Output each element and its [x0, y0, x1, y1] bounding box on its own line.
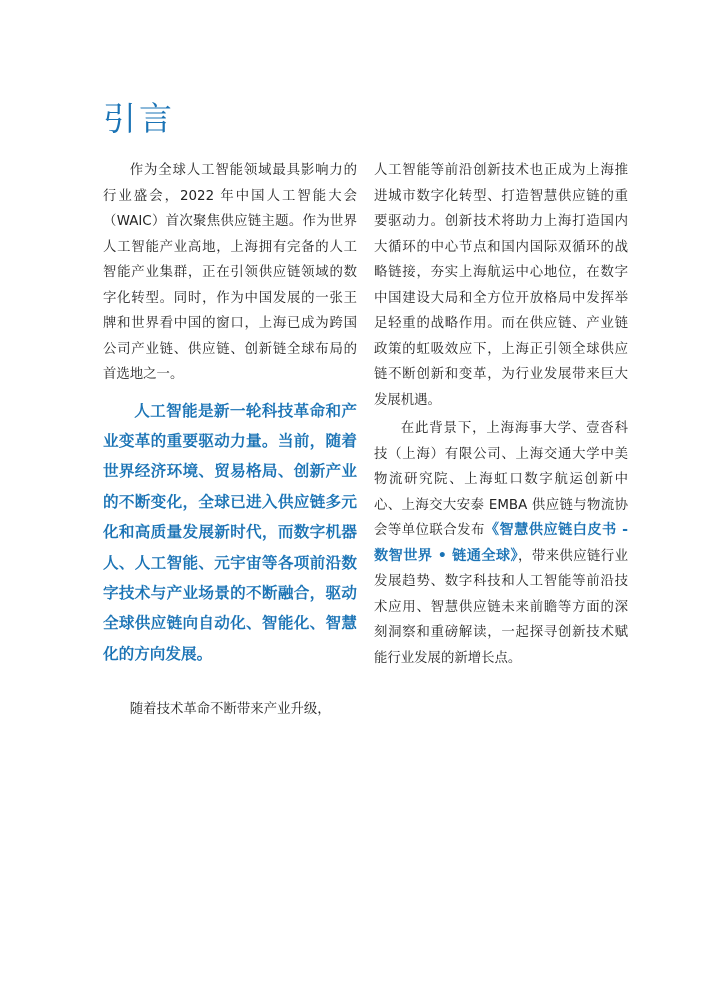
- highlight-paragraph: 人工智能是新一轮科技革命和产业变革的重要驱动力量。当前，随着世界经济环境、贸易格局、创新产业的不断变化，全球已进入供应链多元化和高质量发展新时代，而数字机器人、人工智能、元宇宙等各项前沿数字技术与产业场景的不断融合，驱动全球供应链向自动化、智能化、智慧化的方向发展。: [103, 401, 357, 663]
- background-text-before: 在此背景下，上海海事大学、壹沓科技（上海）有限公司、上海交通大学中美物流研究院、上海虹口数字航运创新中心、上海交大安泰 EMBA 供应链与物流协会等单位联合发布: [374, 421, 628, 538]
- page-title: 引言: [103, 99, 175, 138]
- technology-paragraph-start: 随着技术革命不断带来产业升级，: [129, 702, 331, 718]
- background-paragraph: [374, 416, 628, 671]
- intro-paragraph: 作为全球人工智能领域最具影响力的行业盛会，2022 年中国人工智能大会（WAIC）首次聚焦供应链主题。作为世界人工智能产业高地，上海拥有完备的人工智能产业集群，正在引领供应链领域的数字化转型。同时，作为中国发展的一张王牌和世界看中国的窗口，上海已成为跨国公司产业链、供应链、创新链全球布局的首选地之一。: [103, 163, 357, 382]
- background-text-after: ，带来供应链行业发展趋势、数字科技和人工智能等前沿技术应用、智慧供应链未来前瞻等方面的深刻洞察和重磅解读，一起探寻创新技术赋能行业发展的新增长点。: [374, 548, 628, 666]
- left-column: [103, 158, 357, 723]
- right-column: [374, 158, 628, 671]
- whitepaper-title: 《智慧供应链白皮书 - 数智世界 • 链通全球》: [374, 522, 628, 564]
- technology-paragraph-continued: 人工智能等前沿创新技术也正成为上海推进城市数字化转型、打造智慧供应链的重要驱动力。创新技术将助力上海打造国内大循环的中心节点和国内国际双循环的战略链接，夯实上海航运中心地位，在数字中国建设大局和全方位开放格局中发挥举足轻重的战略作用。而在供应链、产业链政策的虹吸效应下，上海正引领全球供应链不断创新和变革，为行业发展带来巨大发展机遇。: [374, 163, 628, 408]
